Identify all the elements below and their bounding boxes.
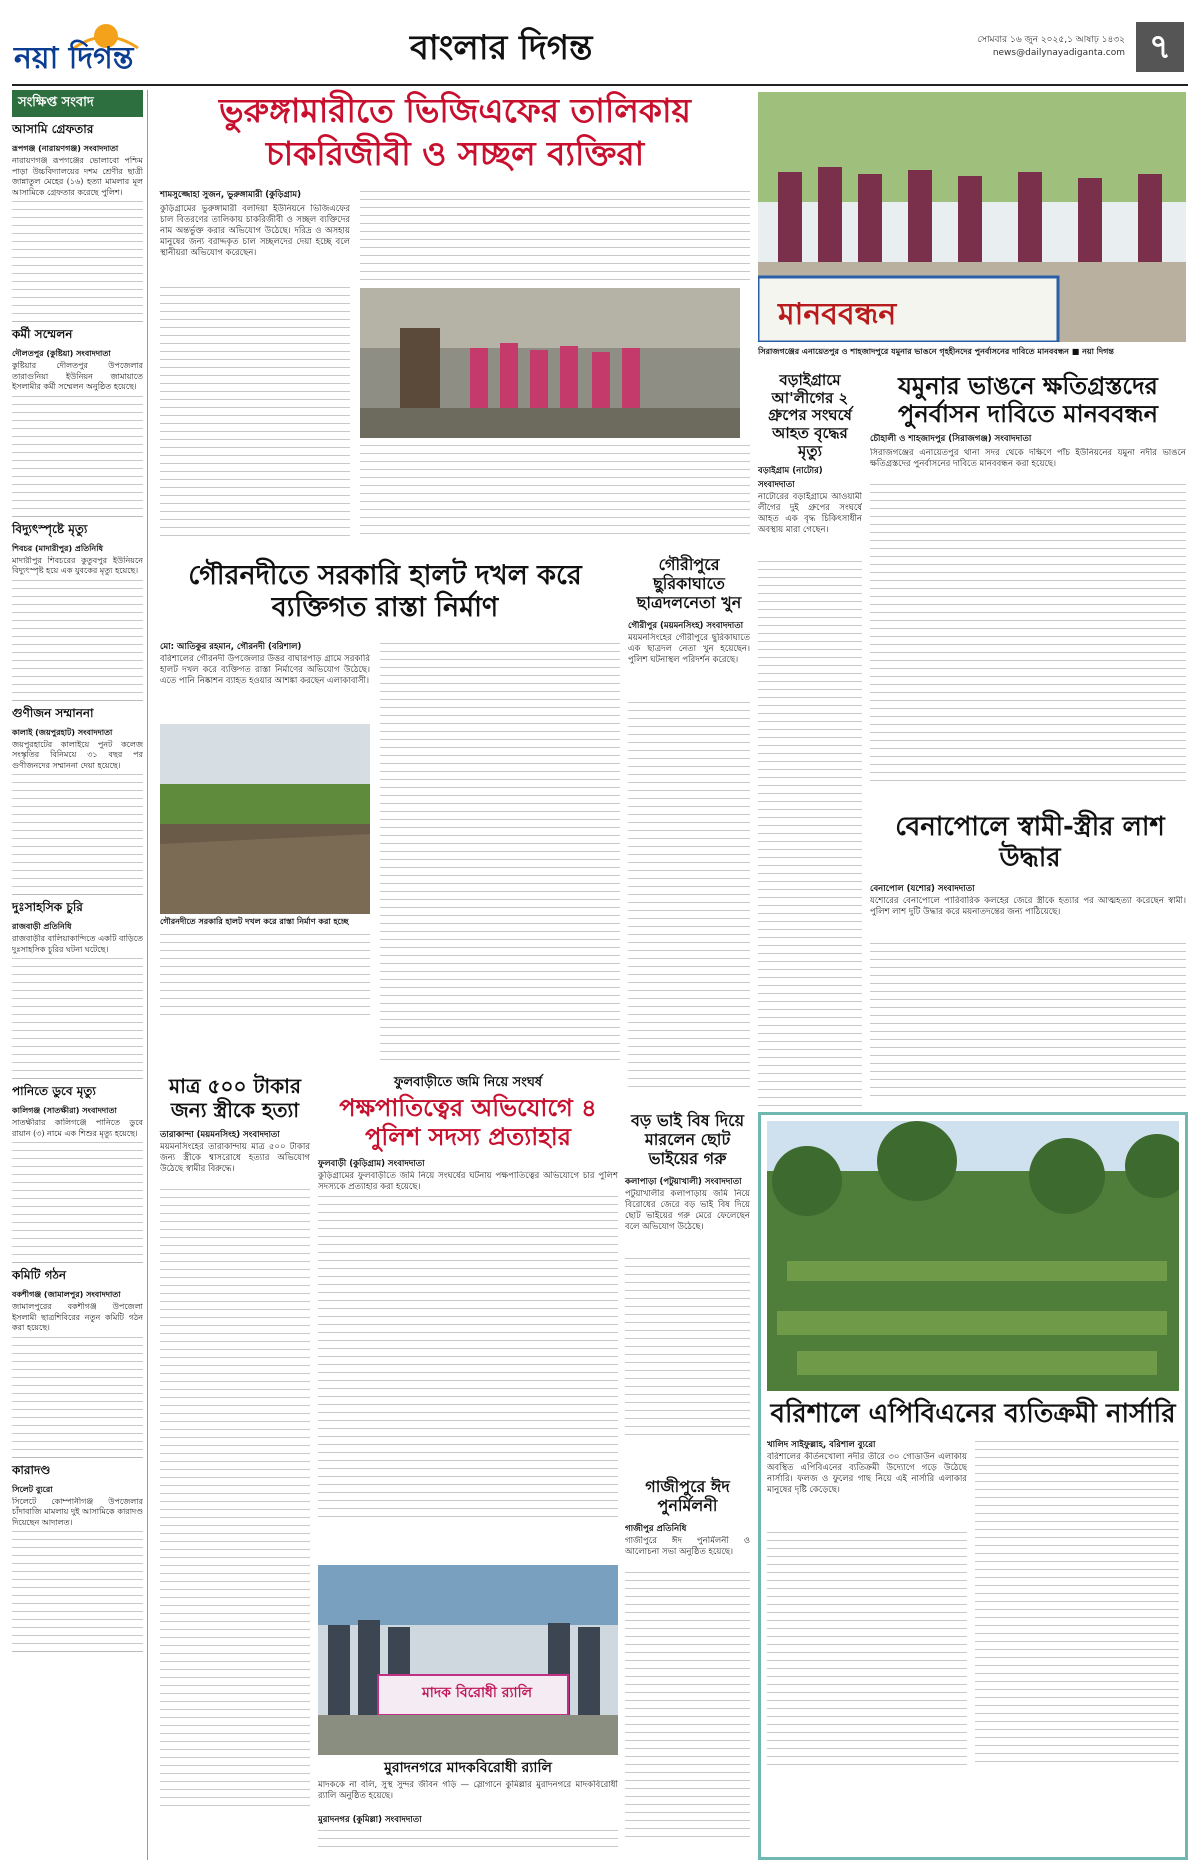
a11-byline: মুরাদনগর (কুমিল্লা) সংবাদদাতা <box>318 1815 422 1825</box>
page-number: ৭ <box>1136 22 1184 72</box>
a11-photo <box>318 1565 618 1755</box>
sidebar-brief-text: জয়পুরহাটের কালাইয়ে পুনট কলেজ সংস্কৃতির বিনিময়ে ৩১ বছর পর গুণীজনদের সম্মাননা দেয়া হয়েছে। <box>12 739 143 770</box>
a11-headline: মুরাদনগরে মাদকবিরোধী র‍্যালি <box>384 1760 552 1776</box>
sidebar-brief-byline: দৌলতপুর (কুষ্টিয়া) সংবাদদাতা <box>12 349 111 358</box>
a2-body <box>160 640 620 1060</box>
a1-text: কুড়িগ্রামের ভুরুঙ্গামারী বলদিয়া ইউনিয়নে ভিজিএফের চাল বিতরণের তালিকায় চাকরিজীবী ও সচ্ছল ব্যক্তিদের নাম অন্তর্ভুক্ত করার অভিযোগ উঠেছে। দরিদ্র ও অসহায় মানুষের জন্য বরাদ্দকৃত চাল সচ্ছলদের দেয়া হচ্ছে বলে স্থানীয়রা অভিযোগ করেছেন। <box>160 203 350 258</box>
email[interactable]: news@dailynayadiganta.com <box>992 48 1125 58</box>
sidebar-brief-fill <box>12 771 143 891</box>
a6-text: যশোরের বেনাপোলে পারিবারিক কলহের জেরে স্ত্রীকে হত্যার পর আত্মহত্যা করেছেন স্বামী। পুলিশ লাশ দুটি উদ্ধার করে ময়নাতদন্তের জন্য পাঠিয়েছে। <box>870 896 1186 917</box>
sidebar-brief-byline: কালাই (জয়পুরহাট) সংবাদদাতা <box>12 727 113 737</box>
a7-headline: মাত্র ৫০০ টাকার জন্য স্ত্রীকে হত্যা <box>168 1074 301 1122</box>
a11-text: মাদককে না বলি, সুস্থ সুন্দর জীবন গড়ি — স্লোগানে কুমিল্লার মুরাদনগরে মাদকবিরোধী র‍্যালি অনুষ্ঠিত হয়েছে। <box>318 1780 618 1801</box>
sidebar-brief-byline: বকশীগঞ্জ (জামালপুর) সংবাদদাতা <box>12 1290 121 1299</box>
article-kalapara <box>625 1112 750 1472</box>
sidebar-brief <box>12 326 143 517</box>
a9-text: পটুয়াখালীর কলাপাড়ায় জমি নিয়ে বিরোধের জেরে বড় ভাই বিষ দিয়ে ছোট ভাইয়ের গরু মেরে ফেলেছেন বলে অভিযোগ উঠেছে। <box>625 1188 750 1232</box>
sidebar-brief <box>12 521 143 701</box>
a6-byline: বেনাপোল (যশোর) সংবাদদাতা <box>870 884 975 894</box>
a1-body-fill-2 <box>360 188 750 284</box>
a2-headline: গৌরনদীতে সরকারি হালট দখল করে ব্যক্তিগত রাস্তা নির্মাণ <box>188 560 582 623</box>
a2-fill-2 <box>380 640 620 1060</box>
a5-photo-banner: মানববন্ধন <box>778 297 897 332</box>
a8-text: কুড়িগ্রামের ফুলবাড়ীতে জমি নিয়ে সংঘর্ষের ঘটনায় পক্ষপাতিত্বের অভিযোগে চার পুলিশ সদস্যকে প্রত্যাহার করা হয়েছে। <box>318 1170 618 1192</box>
a2-photo <box>160 724 370 914</box>
sidebar-brief-heading: কর্মী সম্মেলন <box>12 327 73 341</box>
sidebar-brief-heading: পানিতে ডুবে মৃত্যু <box>12 1084 96 1098</box>
nursery-photo-icon <box>767 1121 1179 1391</box>
a7-text: ময়মনসিংহের তারাকান্দায় মাত্র ৫০০ টাকার জন্য স্ত্রীকে শ্বাসরোধে হত্যার অভিযোগ উঠেছে স্বামীর বিরুদ্ধে। <box>160 1142 310 1175</box>
a8-headline: পক্ষপাতিত্বের অভিযোগে ৪ পুলিশ সদস্য প্রত্যাহার <box>339 1094 597 1151</box>
a8-kicker: ফুলবাড়ীতে জমি নিয়ে সংঘর্ষ <box>393 1075 543 1090</box>
a6-fill <box>870 940 1186 1100</box>
a5-fill <box>870 481 1186 781</box>
a3-headline: গৌরীপুরে ছুরিকাঘাতে ছাত্রদলনেতা খুন <box>636 555 742 612</box>
a11-body <box>318 1780 618 1854</box>
a7-byline: তারাকান্দা (ময়মনসিংহ) সংবাদদাতা <box>160 1130 280 1141</box>
sidebar-brief <box>12 1462 143 1653</box>
logo-text: নয়া দিগন্ত <box>14 41 134 76</box>
a12-headline: বরিশালে এপিবিএনের ব্যতিক্রমী নার্সারি <box>770 1399 1176 1429</box>
a2-byline: মো: আতিকুর রহমান, গৌরনদী (বরিশাল) <box>160 642 302 652</box>
sidebar-brief <box>12 1267 143 1458</box>
article-fulbari <box>318 1075 618 1555</box>
a3-byline: গৌরীপুর (ময়মনসিংহ) সংবাদদাতা <box>628 620 744 631</box>
a2-fill <box>160 931 370 1021</box>
sidebar-brief-fill <box>12 1139 143 1259</box>
a10-fill <box>625 1569 750 1839</box>
article-apbn-nursery <box>758 1112 1188 1860</box>
a4-fill <box>758 558 862 738</box>
a10-headline: গাজীপুরে ঈদ পুনর্মিলনী <box>645 1477 730 1515</box>
crowd-photo-icon <box>360 288 740 438</box>
article-bhurungamari: ভুরুঙ্গামারীতে ভিজিএফের তালিকায় চাকরিজীবী ও সচ্ছল ব্যক্তিরা শামসুজ্জোহা সুজন, ভুরুঙ্গামারী (কুড়িগ্রাম) কুড়িগ্রামের ভুরুঙ্গামারী বলদিয়া ইউনিয়নে ভিজিএফের চাল বিতরণের তালিকায় চাকরিজীবী ও সচ্ছল ব্যক্তিদের নাম অন্তর্ভুক্ত করার অভিযোগ উঠেছে। দরিদ্র ও অসহায় মানুষের জন্য বরাদ্দকৃত চাল সচ্ছলদের দেয়া হচ্ছে বলে স্থানীয়রা অভিযোগ করেছেন। <box>160 92 750 542</box>
a1-body-fill-3 <box>360 442 750 534</box>
a8-fill <box>318 1193 618 1521</box>
masthead-rule <box>12 84 1188 86</box>
a9-headline: বড় ভাই বিষ দিয়ে মারলেন ছোট ভাইয়ের গরু <box>630 1111 745 1168</box>
a1-place: ভুরুঙ্গামারী (কুড়িগ্রাম) <box>227 189 301 200</box>
a1-headline-1: ভুরুঙ্গামারীতে ভিজিএফের তালিকায় <box>219 91 691 130</box>
a12-text: বরিশালের কীর্তনখোলা নদীর তীরে ৩০ গোডাউন এলাকায় অবস্থিত এপিবিএনের ব্যতিক্রমী উদ্যোগে গড়ে উঠেছে নার্সারি। ফলজ ও ফুলের গাছ নিয়ে এই নার্সারি এলাকার মানুষের দৃষ্টি কেড়েছে। <box>767 1451 967 1495</box>
sidebar-brief <box>12 899 143 1079</box>
sidebar-brief-text: মাদারীপুর শিবচরের কুতুবপুর ইউনিয়নে বিদ্যুৎস্পৃষ্ট হয়ে এক যুবকের মৃত্যু হয়েছে। <box>12 555 143 575</box>
sidebar-brief-fill <box>12 1334 143 1454</box>
article-gouripur <box>628 556 750 1106</box>
a3-fill <box>628 699 750 1089</box>
a5-headline: যমুনার ভাঙনে ক্ষতিগ্রস্তদের পুনর্বাসন দাবিতে মানববন্ধন <box>898 372 1158 429</box>
a1-body-fill <box>160 284 350 542</box>
a12-byline: খালিদ সাইফুল্লাহ, বরিশাল ব্যুরো <box>767 1439 876 1450</box>
sidebar-brief-fill <box>12 1528 143 1648</box>
sidebar-brief-text: নারায়ণগঞ্জ রূপগঞ্জের ভোলাবো পশ্চিম পাড়া উচ্চবিদ্যালয়ের দশম শ্রেণীর ছাত্রী জান্নাতুল মেহের (১৬) হত্যা মামলার মূল আসামিকে গ্রেফতার করেছে পুলিশ। <box>12 156 143 197</box>
a5-text: সিরাজগঞ্জের এনায়েতপুর থানা সদর থেকে দক্ষিণে পাঁচ ইউনিয়নের যমুনা নদীর ভাঙনে ক্ষতিগ্রস্তদের পুনর্বাসনের দাবিতে মানববন্ধন করা হয়েছে। <box>870 448 1186 469</box>
a2-text: বরিশালের গৌরনদী উপজেলার উত্তর বাঘারপাড় গ্রামে সরকারি হালট দখল করে ব্যক্তিগত রাস্তা নির্মাণের অভিযোগ উঠেছে। এতে পানি নিষ্কাশন ব্যাহত হওয়ার আশঙ্কা করছেন এলাকাবাসী। <box>160 654 370 686</box>
sidebar-brief-heading: গুণীজন সম্মাননা <box>12 705 94 720</box>
field-photo-icon <box>160 724 370 914</box>
sidebar-brief-fill <box>12 393 143 513</box>
sidebar-brief-heading: বিদ্যুৎস্পৃষ্টে মৃত্যু <box>12 521 88 536</box>
a5-caption: সিরাজগঞ্জের এনায়েতপুর ও শাহজাদপুরে যমুনার ভাঙনে গৃহহীনদের পুনর্বাসনের দাবিতে মানববন্ধন ■ নয়া দিগন্ত <box>758 347 1114 356</box>
a2-caption: গৌরনদীতে সরকারি হালট দখল করে রাস্তা নির্মাণ করা হচ্ছে <box>160 917 349 926</box>
sidebar-title: সংক্ষিপ্ত সংবাদ <box>12 90 143 117</box>
sidebar-list <box>12 121 143 1652</box>
a1-byline: শামসুজ্জোহা সুজন <box>160 189 221 200</box>
date-line: সোমবার ১৬ জুন ২০২৫,১ আষাঢ় ১৪৩২ <box>977 35 1125 45</box>
a4-continued-fill <box>758 734 862 1106</box>
sidebar-brief-text: সাতক্ষীরার কালিগঞ্জে পানিতে ডুবে রায়ান (৩) নামে এক শিশুর মৃত্যু হয়েছে। <box>12 1118 143 1138</box>
a5-byline: চৌহালী ও শাহজাদপুর (সিরাজগঞ্জ) সংবাদদাতা <box>870 434 1032 444</box>
article-gazipur <box>625 1478 750 1858</box>
a7-fill <box>160 1186 310 1806</box>
a10-text: গাজীপুরে ঈদ পুনর্মিলনী ও আলোচনা সভা অনুষ্ঠিত হয়েছে। <box>625 1535 750 1557</box>
sidebar-brief-heading: কারাদণ্ড <box>12 1462 51 1477</box>
sidebar-brief <box>12 121 143 322</box>
a1-photo <box>360 288 750 438</box>
sidebar-brief-byline: রাজবাড়ী প্রতিনিধি <box>12 922 72 931</box>
article-taka <box>160 1075 310 1855</box>
a5-body <box>870 432 1186 792</box>
sidebar-brief-byline: কালিগঞ্জ (সাতক্ষীরা) সংবাদদাতা <box>12 1106 117 1115</box>
a12-fill-2 <box>975 1438 1179 1768</box>
sidebar-brief-fill <box>12 198 143 318</box>
sidebar-brief-fill <box>12 577 143 697</box>
sidebar-brief-text: কুষ্টিয়ার দৌলতপুর উপজেলার তারাগুনিয়া ইউনিয়ন জামায়াতে ইসলামীর কর্মী সম্মেলন অনুষ্ঠিত হয়েছে। <box>12 361 143 391</box>
sidebar-brief-byline: সিলেট ব্যুরো <box>12 1484 53 1494</box>
section-title: বাংলার দিগন্ত <box>410 28 593 68</box>
anti-drug-rally-photo-icon <box>318 1565 618 1755</box>
sidebar <box>12 90 148 1860</box>
a9-byline: কলাপাড়া (পটুয়াখালী) সংবাদদাতা <box>625 1176 742 1187</box>
a1-headline-2: চাকরিজীবী ও সচ্ছল ব্যক্তিরা <box>265 133 645 173</box>
sidebar-brief-heading: দুঃসাহসিক চুরি <box>12 900 83 914</box>
sidebar-brief-byline: রূপগঞ্জ (নারায়ণগঞ্জ) সংবাদদাতা <box>12 144 119 153</box>
a4-text: নাটোরের বড়াইগ্রামে আওয়ামী লীগের দুই গ্রুপের সংঘর্ষে আহত এক বৃদ্ধ চিকিৎসাধীন অবস্থায় মারা গেছেন। <box>758 492 862 536</box>
article-baraigram <box>758 372 862 732</box>
sidebar-brief-text: রাজবাড়ীর বালিয়াকান্দিতে একটি বাড়িতে দুঃসাহসিক চুরির ঘটনা ঘটেছে। <box>12 934 143 954</box>
a11-fill <box>318 1827 618 1853</box>
a9-fill <box>625 1255 750 1435</box>
masthead <box>0 0 1200 82</box>
a10-byline: গাজীপুর প্রতিনিধি <box>625 1523 687 1534</box>
sidebar-brief-heading: আসামি গ্রেফতার <box>12 122 94 136</box>
a12-fill <box>767 1529 967 1769</box>
sidebar-brief-byline: শিবচর (মাদারীপুর) প্রতিনিধি <box>12 543 103 553</box>
a5-photo <box>758 92 1186 342</box>
a11-banner: মাদক বিরোধী র‍্যালি <box>421 1685 533 1701</box>
a3-text: ময়মনসিংহের গৌরীপুরে ছুরিকাঘাতে এক ছাত্রদল নেতা খুন হয়েছেন। পুলিশ ঘটনাস্থল পরিদর্শন করেছে। <box>628 632 750 665</box>
a4-byline: বড়াইগ্রাম (নাটোর) সংবাদদাতা <box>758 466 823 491</box>
sidebar-brief <box>12 1083 143 1263</box>
a6-headline: বেনাপোলে স্বামী-স্ত্রীর লাশ উদ্ধার <box>895 812 1165 873</box>
a4-headline: বড়াইগ্রামে আ'লীগের ২ গ্রুপের সংঘর্ষে আহত বৃদ্ধের মৃত্যু <box>768 371 852 460</box>
sidebar-brief <box>12 705 143 896</box>
logo <box>14 18 214 76</box>
sidebar-brief-heading: কমিটি গঠন <box>12 1268 67 1282</box>
a6-body <box>870 882 1186 1102</box>
sidebar-brief-text: সিলেটে কোম্পানীগঞ্জ উপজেলার চাঁদাবাজি মামলায় দুই আসামিকে কারাদণ্ড দিয়েছেন আদালত। <box>12 1496 143 1527</box>
a12-photo <box>767 1121 1179 1391</box>
sidebar-brief-fill <box>12 955 143 1075</box>
a8-byline: ফুলবাড়ী (কুড়িগ্রাম) সংবাদদাতা <box>318 1158 425 1169</box>
sidebar-brief-text: জামালপুরের বকশীগঞ্জ উপজেলা ইসলামী ছাত্রশিবিরের নতুন কমিটি গঠন করা হয়েছে। <box>12 1302 143 1332</box>
